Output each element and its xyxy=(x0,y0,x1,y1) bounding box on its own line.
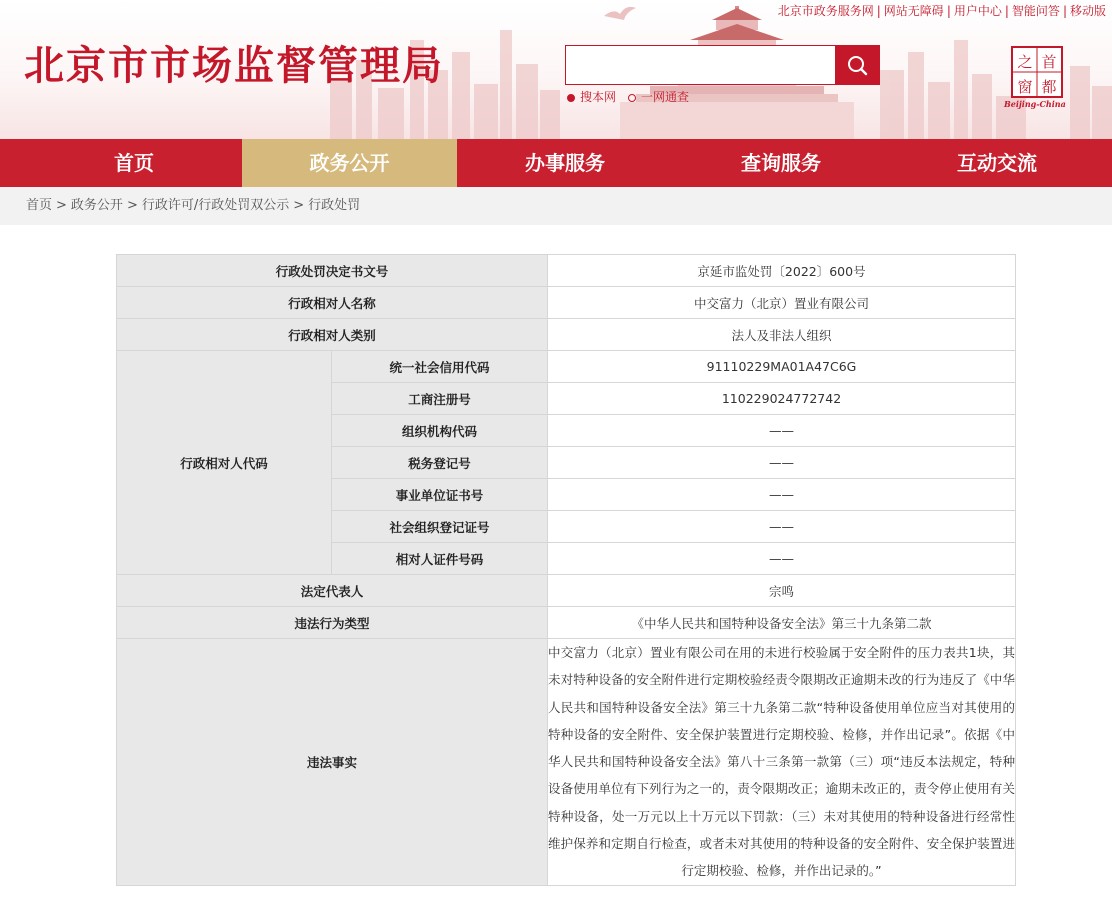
code-value: 91110229MA01A47C6G xyxy=(548,351,1016,383)
party-type-label: 行政相对人类别 xyxy=(117,319,548,351)
seal-char: 首 xyxy=(1041,53,1057,71)
code-value: —— xyxy=(548,543,1016,575)
nav-item-services[interactable]: 办事服务 xyxy=(525,151,605,175)
top-link-accessibility[interactable]: 网站无障碍 xyxy=(883,4,944,18)
violation-facts-label: 违法事实 xyxy=(117,639,548,886)
code-label: 组织机构代码 xyxy=(332,415,548,447)
seal-char: 窗 xyxy=(1017,78,1033,96)
table-row xyxy=(117,255,1016,287)
top-links: 北京市政务服务网 | 网站无障碍 | 用户中心 | 智能问答 | 移动版 xyxy=(777,4,1106,18)
doc-number-label: 行政处罚决定书文号 xyxy=(117,255,548,287)
breadcrumb-gov-affairs[interactable]: 政务公开 xyxy=(70,198,123,213)
code-value: —— xyxy=(548,415,1016,447)
breadcrumb-penalty[interactable]: 行政处罚 xyxy=(308,198,361,213)
search-scope-options xyxy=(567,88,701,105)
party-type-value: 法人及非法人组织 xyxy=(548,319,1016,351)
party-name-label: 行政相对人名称 xyxy=(117,287,548,319)
radio-unselected-icon xyxy=(628,94,636,102)
table-row xyxy=(117,351,1016,383)
logo-subtitle: Beijing-China xyxy=(1004,99,1066,109)
table-row xyxy=(117,287,1016,319)
table-row xyxy=(117,607,1016,639)
breadcrumb: 首页 > 政务公开 > 行政许可/行政处罚双公示 > 行政处罚 xyxy=(0,187,1112,225)
code-value: —— xyxy=(548,479,1016,511)
code-value: —— xyxy=(548,447,1016,479)
code-label: 税务登记号 xyxy=(332,447,548,479)
code-value: 110229024772742 xyxy=(548,383,1016,415)
legal-rep-value: 宗鸣 xyxy=(548,575,1016,607)
table-row xyxy=(117,639,1016,886)
nav-item-gov-affairs[interactable]: 政务公开 xyxy=(242,139,457,187)
breadcrumb-home[interactable]: 首页 xyxy=(26,198,53,213)
violation-type-value: 《中华人民共和国特种设备安全法》第三十九条第二款 xyxy=(548,607,1016,639)
main-nav xyxy=(0,139,1112,187)
code-label: 相对人证件号码 xyxy=(332,543,548,575)
code-label: 工商注册号 xyxy=(332,383,548,415)
top-link-user-center[interactable]: 用户中心 xyxy=(953,4,1002,18)
top-link-smart-qa[interactable]: 智能问答 xyxy=(1011,4,1060,18)
search-button[interactable] xyxy=(835,45,880,85)
party-code-label: 行政相对人代码 xyxy=(117,351,332,575)
table-row xyxy=(117,575,1016,607)
radio-selected-icon xyxy=(567,94,575,102)
party-name-value: 中交富力（北京）置业有限公司 xyxy=(548,287,1016,319)
search-input[interactable] xyxy=(565,45,836,85)
search-scope-all[interactable]: 一网通查 xyxy=(628,88,689,105)
violation-facts-value: 中交富力（北京）置业有限公司在用的未进行校验属于安全附件的压力表共1块，其未对特种设备的安全附件进行定期校验经责令限期改正逾期未改的行为违反了《中华人民共和国特种设备安全法》第三十九条第二款“特种设备使用单位应当对其使用的特种设备的安全附件、安全保护装置进行定期校验、检修，并作出记录”。依据《中华人民共和国特种设备安全法》第八十三条第一款第（三）项“违反本法规定，特种设备使用单位有下列行为之一的，责令限期改正；逾期未改正的，责令停止使用有关特种设备，处一万元以上十万元以下罚款：（三）未对其使用的特种设备进行经常性维护保养和定期自行检查，或者未对其使用的特种设备的安全附件、安全保护装置进行定期校验、检修，并作出记录的。” xyxy=(548,639,1016,886)
table-row xyxy=(117,319,1016,351)
search-scope-site[interactable]: 搜本网 xyxy=(567,88,616,105)
seal-char: 之 xyxy=(1017,53,1033,71)
penalty-info-table xyxy=(116,254,1016,886)
site-header xyxy=(0,0,1112,139)
doc-number-value: 京延市监处罚〔2022〕600号 xyxy=(548,255,1016,287)
top-link-gov-service[interactable]: 北京市政务服务网 xyxy=(777,4,874,18)
code-value: —— xyxy=(548,511,1016,543)
nav-item-interaction[interactable]: 互动交流 xyxy=(957,151,1037,175)
site-title: 北京市市场监督管理局 xyxy=(24,43,444,89)
breadcrumb-dual-disclosure[interactable]: 行政许可/行政处罚双公示 xyxy=(141,198,290,213)
nav-item-query[interactable]: 查询服务 xyxy=(741,151,821,175)
search-icon xyxy=(835,45,880,85)
code-label: 社会组织登记证号 xyxy=(332,511,548,543)
code-label: 事业单位证书号 xyxy=(332,479,548,511)
legal-rep-label: 法定代表人 xyxy=(117,575,548,607)
top-link-mobile[interactable]: 移动版 xyxy=(1069,4,1106,18)
nav-item-home[interactable]: 首页 xyxy=(114,151,154,175)
seal-char: 都 xyxy=(1041,78,1057,96)
capital-window-logo[interactable] xyxy=(1010,45,1064,99)
violation-type-label: 违法行为类型 xyxy=(117,607,548,639)
code-label: 统一社会信用代码 xyxy=(332,351,548,383)
